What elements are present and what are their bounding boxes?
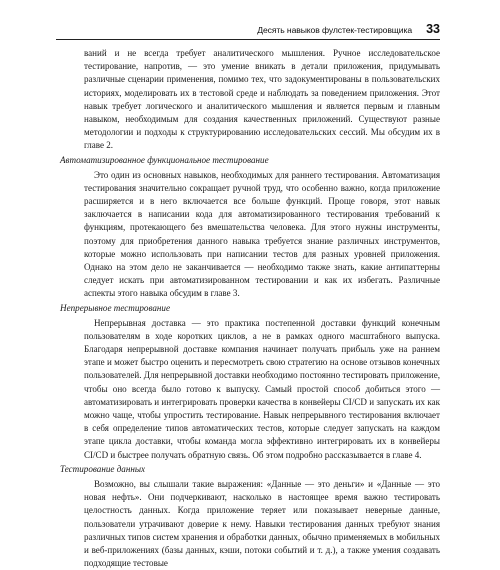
section-heading-automated-functional-testing: Автоматизированное функциональное тестирование bbox=[60, 154, 269, 165]
section-heading-continuous-testing: Непрерывное тестирование bbox=[60, 302, 171, 313]
intro-paragraph: ваний и не всегда требует аналитического мышления. Ручное исследовательское тестирование, напротив, — это умение вникать в детали приложения, придумывать различные сценарии применения, помимо тех, что задокументированы в пользовательских историях, моделировать их в тестовой среде и наблюдать за поведением приложения. Этот навык требует логического и аналитического мышления и является первым и главным навыком, необходимым для создания качественных приложений. Существуют разные методологии и подходы к структурированию исследовательских сессий. Мы обсудим их в главе 2. bbox=[84, 48, 440, 151]
running-header bbox=[56, 22, 440, 40]
section-body-data-testing: Возможно, вы слышали такие выражения: «Данные — это деньги» и «Данные — это новая нефть». Они подчеркивают, насколько в настоящее время важно тестировать целостность данных. Когда приложение теряет или показывает неверные данные, пользователи утрачивают доверие к нему. Навыки тестирования данных требуют знания различных типов систем хранения и обработки данных, обычно применяемых в мобильных и веб-приложениях (базы данных, кэши, потоки событий и т. д.), а также умения создавать подходящие тестовые bbox=[84, 478, 440, 569]
section-body-continuous-testing: Непрерывная доставка — это практика постепенной доставки функций конечным пользователям в ходе коротких циклов, а не в рамках одного масштабного выпуска. Благодаря непрерывной доставке компания начинает получать прибыль уже на раннем этапе и может быстро оценить и пересмотреть свою стратегию на основе отзывов конечных пользователей. Для непрерывной доставки необходимо постоянно тестировать приложение, чтобы оно всегда было готово к выпуску. Самый простой способ добиться этого — автоматизировать и интегрировать проверки качества в конвейеры CI/CD и запускать их как можно чаще, чтобы упростить тестирование. Навык непрерывного тестирования включает в себя определение типов автоматических тестов, которые следует запускать на каждом этапе цикла доставки, чтобы команда могла эффективно интегрировать их в конвейеры CI/CD и быстрее получать обратную связь. Об этом подробно рассказывается в главе 4. bbox=[84, 317, 440, 460]
page-body bbox=[60, 47, 440, 570]
page-number: 33 bbox=[426, 22, 440, 36]
section-heading-data-testing: Тестирование данных bbox=[60, 463, 146, 474]
section-body-automated-functional-testing: Это один из основных навыков, необходимых для раннего тестирования. Автоматизация тестирования значительно сокращает ручной труд, что особенно важно, когда приложение расширяется и в него включается все больше функций. Проще говоря, этот навык заключается в написании кода для автоматизированного тестирования требований к функциям, протекающего без вмешательства человека. Для этого нужны инструменты, поэтому для приобретения данного навыка требуется знание различных инструментов, которые можно использовать при написании тестов для разных уровней приложения. Однако на этом дело не заканчивается — необходимо также знать, какие антипаттерны следует искать при автоматизированном тестировании и как их избегать. Различные аспекты этого навыка обсудим в главе 3. bbox=[84, 169, 440, 299]
header-rule bbox=[56, 39, 440, 40]
running-title: Десять навыков фулстек-тестировщика bbox=[257, 25, 412, 35]
